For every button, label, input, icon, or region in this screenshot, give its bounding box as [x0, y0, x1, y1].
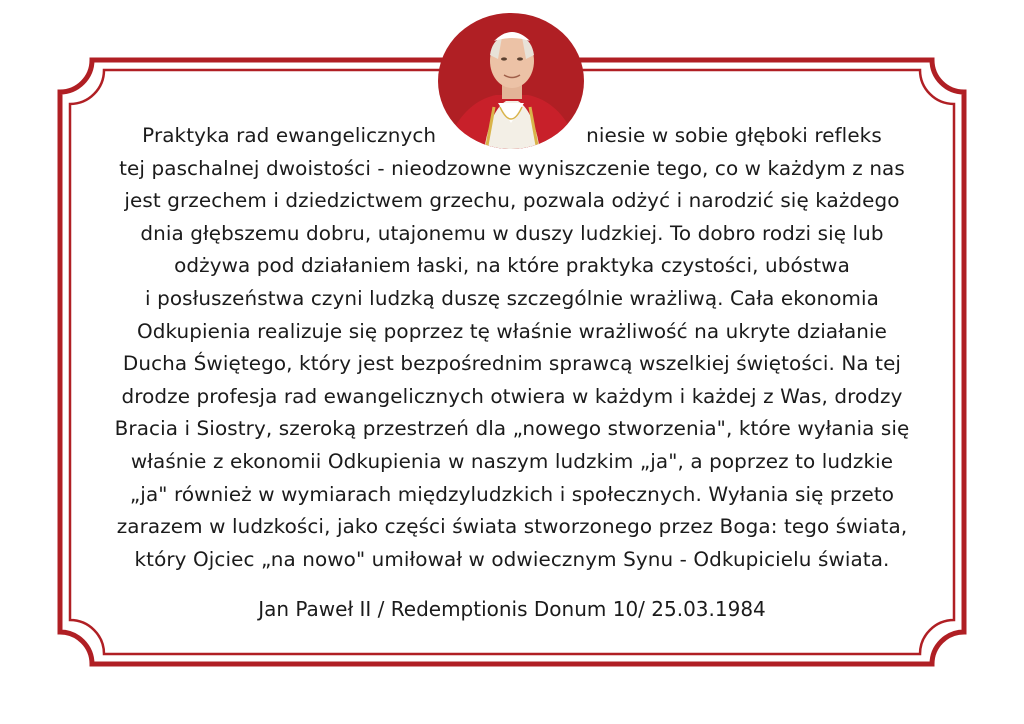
quote-line: Bracia i Siostry, szeroką przestrzeń dla „nowego stworzenia", które wyłania się [114, 416, 910, 441]
quote-line: dnia głębszemu dobru, utajonemu w duszy ludzkiej. To dobro rodzi się lub [140, 220, 884, 245]
quote-line: Odkupienia realizuje się poprzez tę właśnie wrażliwość na ukryte działanie [136, 318, 888, 343]
quote-line-1 [52, 119, 972, 152]
quote-line: drodze profesja rad ewangelicznych otwiera w każdym i każdej z Was, drodzy [121, 383, 903, 408]
quote-line: zarazem w ludzkości, jako części świata stworzonego przez Boga: tego świata, [116, 514, 908, 539]
quote-line-1-right: niesie w sobie głęboki refleks [586, 123, 882, 147]
attribution: Jan Paweł II / Redemptionis Donum 10/ 25.03.1984 [258, 597, 766, 621]
quote-line: który Ojciec „na nowo" umiłował w odwiecznym Synu - Odkupicielu świata. [134, 546, 890, 571]
quote-line: Ducha Świętego, który jest bezpośrednim sprawcą wszelkiej świętości. Na tej [122, 351, 902, 376]
quote-line: „ja" również w wymiarach międzyludzkich i społecznych. Wyłania się przeto [129, 481, 895, 506]
quote-line: właśnie z ekonomii Odkupienia w naszym ludzkim „ja", a poprzez to ludzkie [130, 448, 894, 473]
quote-text [52, 119, 972, 575]
quote-line-1-left: Praktyka rad ewangelicznych [142, 123, 437, 147]
quote-line: tej paschalnej dwoistości - nieodzowne wyniszczenie tego, co w każdym z nas [119, 155, 905, 180]
quote-line: jest grzechem i dziedzictwem grzechu, pozwala odżyć i narodzić się każdego [124, 188, 900, 213]
quote-line: odżywa pod działaniem łaski, na które praktyka czystości, ubóstwa [174, 253, 850, 278]
quote-line: i posłuszeństwa czyni ludzką duszę szczególnie wrażliwą. Cała ekonomia [145, 285, 879, 310]
